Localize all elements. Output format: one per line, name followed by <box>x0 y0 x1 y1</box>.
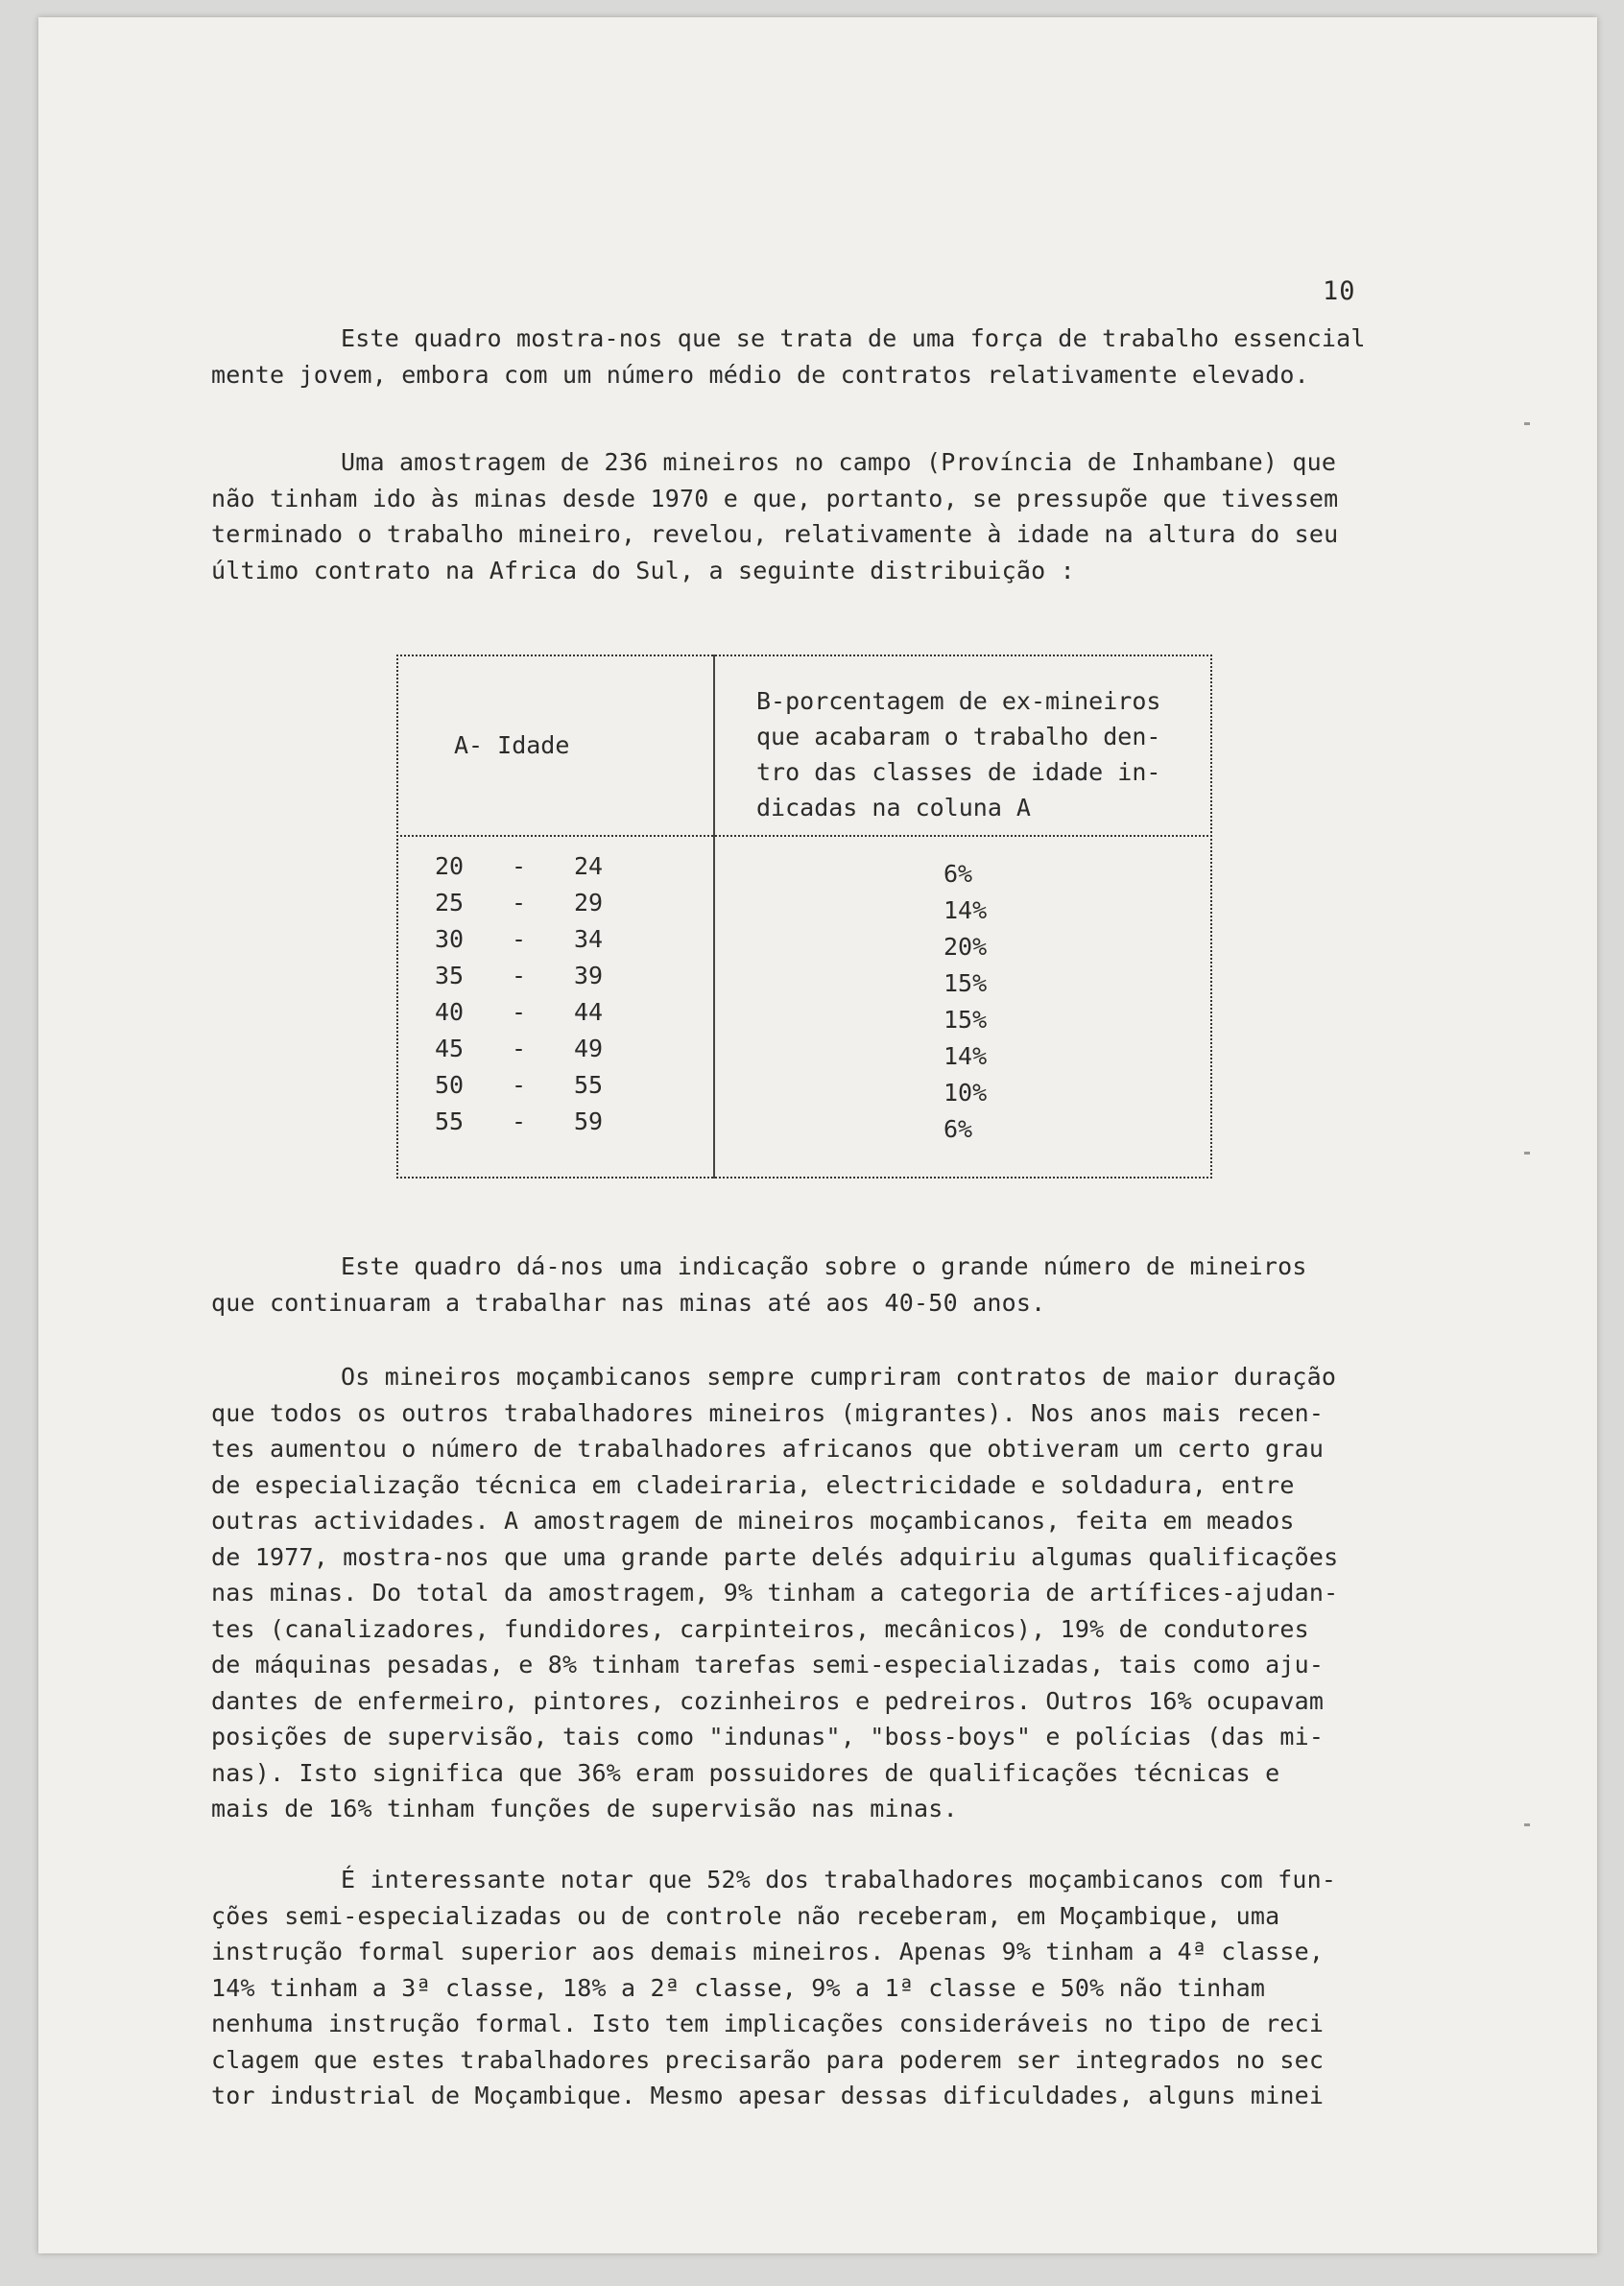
paragraph-4-line: Os mineiros moçambicanos sempre cumpriram contratos de maior duração <box>341 1363 1337 1391</box>
paragraph-4-line: outras actividades. A amostragem de mineiros moçambicanos, feita em meados <box>211 1507 1295 1535</box>
column-b-header-line: que acabaram o trabalho den- <box>756 723 1161 750</box>
paragraph-4-line: tes aumentou o número de trabalhadores africanos que obtiveram um certo grau <box>211 1435 1325 1463</box>
paragraph-4-line: de 1977, mostra-nos que uma grande parte delés adquiriu algumas qualificações <box>211 1542 1339 1571</box>
paragraph-3-line: Este quadro dá-nos uma indicação sobre o grande número de mineiros <box>341 1252 1307 1280</box>
paragraph-5-line: tor industrial de Moçambique. Mesmo apesar dessas dificuldades, alguns minei <box>211 2082 1325 2109</box>
margin-mark <box>1524 422 1530 425</box>
age-to: 59 <box>574 1107 604 1135</box>
age-to: 39 <box>574 962 604 989</box>
table-row <box>396 925 1212 962</box>
table-row <box>396 998 1212 1035</box>
percentage: 15% <box>943 1006 988 1034</box>
age-from: 25 <box>435 889 465 917</box>
paragraph-4-line: mais de 16% tinham funções de supervisão nas minas. <box>211 1795 958 1822</box>
table-row <box>396 889 1212 925</box>
range-dash: - <box>512 852 527 880</box>
percentage: 10% <box>943 1079 988 1107</box>
percentage: 15% <box>943 969 988 997</box>
age-from: 40 <box>435 998 465 1026</box>
age-from: 50 <box>435 1071 465 1099</box>
paragraph-2-line: Uma amostragem de 236 mineiros no campo (Província de Inhambane) que <box>341 448 1337 476</box>
age-to: 49 <box>574 1035 604 1062</box>
paragraph-4 <box>211 1359 1430 1827</box>
age-to: 55 <box>574 1071 604 1099</box>
percentage: 6% <box>943 1115 973 1143</box>
paragraph-5-line: clagem que estes trabalhadores precisarão para poderem ser integrados no sec <box>211 2045 1325 2074</box>
paragraph-1 <box>211 321 1430 393</box>
age-from: 35 <box>435 962 465 989</box>
range-dash: - <box>512 998 527 1026</box>
paragraph-5-line: 14% tinham a 3ª classe, 18% a 2ª classe, 9% a 1ª classe e 50% não tinham <box>211 1973 1266 2002</box>
percentage: 6% <box>943 860 973 888</box>
range-dash: - <box>512 1107 527 1135</box>
paragraph-2 <box>211 444 1430 588</box>
margin-mark <box>1524 1152 1530 1155</box>
paragraph-4-line: de especialização técnica em cladeiraria, electricidade e soldadura, entre <box>211 1470 1295 1499</box>
paragraph-4-line: dantes de enfermeiro, pintores, cozinheiros e pedreiros. Outros 16% ocupavam <box>211 1686 1325 1715</box>
paragraph-4-line: posições de supervisão, tais como "indunas", "boss-boys" e polícias (das mi- <box>211 1723 1325 1750</box>
percentage: 14% <box>943 1042 988 1070</box>
age-from: 55 <box>435 1107 465 1135</box>
range-dash: - <box>512 962 527 989</box>
paragraph-5-line: nenhuma instrução formal. Isto tem implicações consideráveis no tipo de reci <box>211 2010 1325 2037</box>
paragraph-3 <box>211 1249 1430 1321</box>
table-body <box>396 852 1212 1144</box>
table-row <box>396 1107 1212 1144</box>
range-dash: - <box>512 1035 527 1062</box>
percentage: 14% <box>943 896 988 924</box>
paragraph-3-line: que continuaram a trabalhar nas minas até aos 40-50 anos. <box>211 1288 1046 1317</box>
paragraph-5-line: instrução formal superior aos demais mineiros. Apenas 9% tinham a 4ª classe, <box>211 1938 1325 1965</box>
age-distribution-table <box>396 655 1212 1179</box>
age-from: 20 <box>435 852 465 880</box>
paragraph-5-line: ções semi-especializadas ou de controle não receberam, em Moçambique, uma <box>211 1901 1280 1930</box>
percentage: 20% <box>943 933 988 961</box>
margin-mark <box>1524 1823 1530 1826</box>
column-b-header-line: B-porcentagem de ex-mineiros <box>756 687 1161 715</box>
paragraph-1-line: mente jovem, embora com um número médio de contratos relativamente elevado. <box>211 360 1309 389</box>
table-row <box>396 1035 1212 1071</box>
age-to: 24 <box>574 852 604 880</box>
column-b-header-line: tro das classes de idade in- <box>756 758 1161 786</box>
document-page <box>38 17 1597 2253</box>
table-row <box>396 852 1212 889</box>
paragraph-5 <box>211 1862 1430 2114</box>
age-to: 29 <box>574 889 604 917</box>
age-from: 45 <box>435 1035 465 1062</box>
column-b-header <box>756 683 1160 825</box>
age-to: 44 <box>574 998 604 1026</box>
paragraph-2-line: último contrato na Africa do Sul, a seguinte distribuição : <box>211 556 1075 584</box>
column-a-header: A- Idade <box>454 731 570 759</box>
range-dash: - <box>512 1071 527 1099</box>
paragraph-5-line: É interessante notar que 52% dos trabalhadores moçambicanos com fun- <box>341 1866 1337 1893</box>
page-number: 10 <box>1323 276 1356 306</box>
paragraph-4-line: nas). Isto significa que 36% eram possuidores de qualificações técnicas e <box>211 1758 1280 1787</box>
age-to: 34 <box>574 925 604 953</box>
table-row <box>396 1071 1212 1107</box>
range-dash: - <box>512 889 527 917</box>
paragraph-4-line: de máquinas pesadas, e 8% tinham tarefas semi-especializadas, tais como aju- <box>211 1651 1325 1679</box>
paragraph-2-line: terminado o trabalho mineiro, revelou, relativamente à idade na altura do seu <box>211 520 1339 548</box>
age-from: 30 <box>435 925 465 953</box>
paragraph-4-line: que todos os outros trabalhadores mineiros (migrantes). Nos anos mais recen- <box>211 1398 1325 1427</box>
paragraph-4-line: nas minas. Do total da amostragem, 9% tinham a categoria de artífices-ajudan- <box>211 1579 1339 1607</box>
table-row <box>396 962 1212 998</box>
paragraph-4-line: tes (canalizadores, fundidores, carpinteiros, mecânicos), 19% de condutores <box>211 1614 1309 1643</box>
column-b-header-line: dicadas na coluna A <box>756 794 1031 822</box>
paragraph-2-line: não tinham ido às minas desde 1970 e que, portanto, se pressupõe que tivessem <box>211 484 1339 512</box>
range-dash: - <box>512 925 527 953</box>
paragraph-1-line: Este quadro mostra-nos que se trata de uma força de trabalho essencial <box>341 324 1366 352</box>
